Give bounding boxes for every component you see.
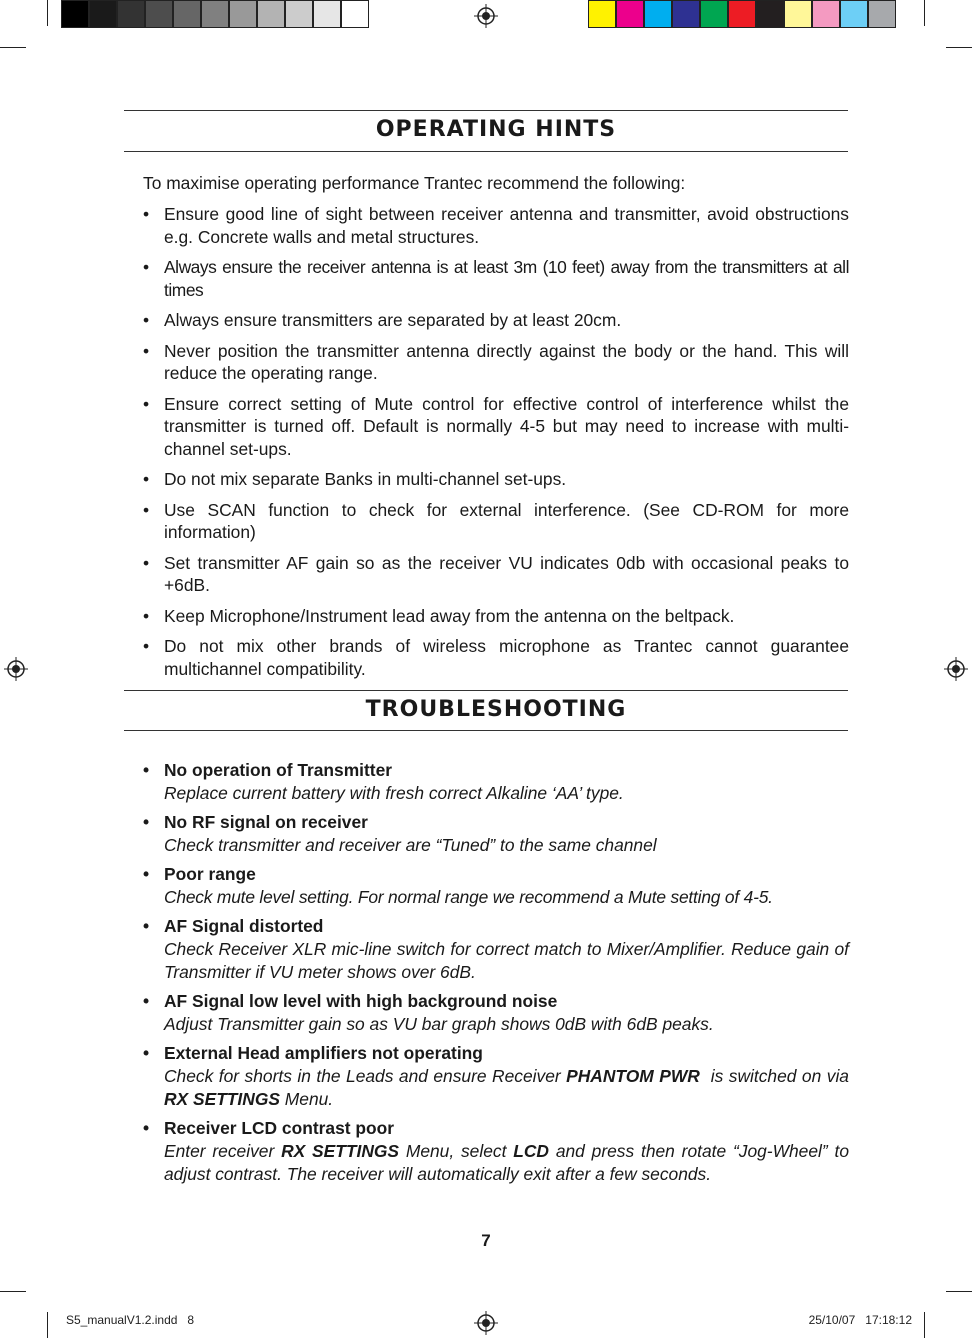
list-item — [143, 635, 849, 680]
color-swatch — [700, 0, 728, 28]
bullet-icon: • — [143, 864, 150, 884]
problem-solution: Replace current battery with fresh correct Alkaline ‘AA’ type. — [164, 783, 624, 803]
hint-text: Set transmitter AF gain so as the receiver VU indicates 0db with occasional peaks to +6dB. — [164, 552, 849, 595]
list-item — [143, 1042, 854, 1111]
bullet-icon: • — [143, 499, 150, 520]
bullet-icon: • — [143, 257, 150, 277]
bullet-icon: • — [143, 393, 150, 414]
solution-text: is switched on via — [699, 1066, 854, 1086]
color-swatch — [756, 0, 784, 28]
bullet-icon: • — [143, 605, 150, 626]
list-item — [143, 811, 849, 857]
color-swatch — [117, 0, 145, 28]
slug-datetime: 25/10/07 17:18:12 — [808, 1313, 912, 1327]
registration-mark-icon — [4, 657, 28, 681]
color-swatch — [201, 0, 229, 28]
section-rule — [124, 151, 848, 152]
section-rule — [124, 730, 848, 731]
bullet-icon: • — [143, 469, 150, 489]
problem-title: No operation of Transmitter — [164, 760, 393, 780]
rx-settings-term: RX SETTINGS — [164, 1089, 280, 1109]
hint-text: Do not mix other brands of wireless microphone as Trantec cannot guarantee multichannel compatibility. — [164, 636, 849, 679]
crop-mark — [924, 1312, 925, 1338]
registration-mark-icon — [474, 1311, 498, 1335]
color-swatch — [644, 0, 672, 28]
bullet-icon: • — [143, 1118, 150, 1138]
color-swatch — [61, 0, 89, 28]
problem-solution: Check Receiver XLR mic-line switch for correct match to Mixer/Amplifier. Reduce gain of Transmitter if VU meter shows over 6dB. — [164, 939, 849, 982]
color-swatch — [840, 0, 868, 28]
hint-text: Keep Microphone/Instrument lead away from the antenna on the beltpack. — [164, 605, 735, 626]
troubleshooting-heading: TROUBLESHOOTING — [365, 697, 627, 722]
bullet-icon: • — [143, 552, 150, 573]
color-swatch — [672, 0, 700, 28]
color-swatch — [341, 0, 369, 28]
list-item — [143, 468, 849, 491]
bullet-icon: • — [143, 310, 150, 330]
problem-solution: Check transmitter and receiver are “Tuned” to the same channel — [164, 835, 657, 855]
color-swatch — [868, 0, 896, 28]
bullet-icon: • — [143, 204, 150, 224]
color-swatch — [313, 0, 341, 28]
problem-title: Receiver LCD contrast poor — [164, 1118, 395, 1138]
problem-title: AF Signal distorted — [164, 916, 324, 936]
list-item — [143, 309, 849, 332]
problem-solution — [164, 1140, 849, 1186]
hint-text: Always ensure the receiver antenna is at least 3m (10 feet) away from the transmitters at all times — [164, 257, 849, 300]
problem-title: No RF signal on receiver — [164, 812, 368, 832]
bullet-icon: • — [143, 916, 150, 936]
color-swatch — [812, 0, 840, 28]
problem-title: AF Signal low level with high background noise — [164, 991, 558, 1011]
list-item — [143, 759, 849, 805]
problem-solution: Check mute level setting. For normal range we recommend a Mute setting of 4-5. — [164, 887, 773, 907]
hint-text: Ensure good line of sight between receiver antenna and transmitter, avoid obstructions e.g. Concrete walls and metal structures. — [164, 204, 849, 247]
hint-text: Use SCAN function to check for external interference. (See CD-ROM for more information) — [164, 499, 849, 542]
bullet-icon: • — [143, 340, 150, 361]
crop-mark — [924, 0, 925, 26]
solution-text: Enter receiver — [164, 1141, 282, 1161]
problem-title: External Head amplifiers not operating — [164, 1043, 483, 1063]
crop-mark — [0, 1291, 26, 1292]
list-item — [143, 340, 849, 385]
problem-solution: Adjust Transmitter gain so as VU bar graph shows 0dB with 6dB peaks. — [164, 1014, 714, 1034]
color-swatch — [784, 0, 812, 28]
solution-text: Menu, select — [399, 1141, 514, 1161]
list-item — [143, 256, 849, 301]
bullet-icon: • — [143, 760, 150, 780]
troubleshooting-list — [143, 759, 854, 1192]
slug-filename: S5_manualV1.2.indd 8 — [66, 1313, 195, 1327]
bullet-icon: • — [143, 636, 150, 656]
bullet-icon: • — [143, 812, 150, 832]
registration-mark-icon — [474, 4, 498, 28]
page-number: 7 — [481, 1231, 491, 1250]
problem-title: Poor range — [164, 864, 256, 884]
crop-mark — [946, 47, 972, 48]
rx-settings-term: RX SETTINGS — [281, 1141, 400, 1161]
color-swatch — [285, 0, 313, 28]
section-rule — [124, 110, 848, 111]
operating-hints-heading: OPERATING HINTS — [375, 117, 617, 142]
hint-text: Always ensure transmitters are separated by at least 20cm. — [164, 310, 622, 330]
color-swatch — [229, 0, 257, 28]
hint-text: Ensure correct setting of Mute control for effective control of interference whilst the transmitter is turned off. Default is normally 4-5 but may need to increase with multi-channel set-ups. — [164, 393, 849, 459]
list-item — [143, 1117, 849, 1186]
bullet-icon: • — [143, 991, 150, 1011]
process-color-bar — [588, 0, 896, 32]
list-item — [143, 499, 849, 544]
solution-text: Check for shorts in the Leads and ensure Receiver — [164, 1066, 567, 1086]
list-item — [143, 393, 849, 461]
operating-hints-list — [143, 203, 849, 688]
crop-mark — [47, 0, 48, 26]
solution-text: Menu. — [279, 1089, 334, 1109]
lcd-term: LCD — [513, 1141, 549, 1161]
bullet-icon: • — [143, 1043, 150, 1063]
color-swatch — [616, 0, 644, 28]
color-swatch — [728, 0, 756, 28]
phantom-pwr-term: PHANTOM PWR — [566, 1066, 700, 1086]
registration-mark-icon — [944, 657, 968, 681]
list-item — [143, 915, 849, 984]
operating-hints-intro: To maximise operating performance Trantec recommend the following: — [143, 173, 686, 193]
list-item — [143, 203, 849, 248]
color-swatch — [588, 0, 616, 28]
solution-text: and press then rotate “Jog-Wheel” to adjust contrast. The receiver will automatically exit after a few seconds. — [164, 1141, 849, 1184]
list-item — [143, 552, 849, 597]
problem-solution — [164, 1065, 854, 1111]
list-item — [143, 605, 849, 628]
color-swatch — [89, 0, 117, 28]
list-item — [143, 990, 849, 1036]
crop-mark — [47, 1312, 48, 1338]
grayscale-color-bar — [61, 0, 369, 32]
list-item — [143, 863, 849, 909]
hint-text: Never position the transmitter antenna directly against the body or the hand. This will reduce the operating range. — [164, 340, 849, 383]
crop-mark — [946, 1291, 972, 1292]
crop-mark — [0, 47, 26, 48]
hint-text: Do not mix separate Banks in multi-channel set-ups. — [164, 469, 567, 489]
color-swatch — [173, 0, 201, 28]
section-rule — [124, 690, 848, 691]
color-swatch — [257, 0, 285, 28]
color-swatch — [145, 0, 173, 28]
